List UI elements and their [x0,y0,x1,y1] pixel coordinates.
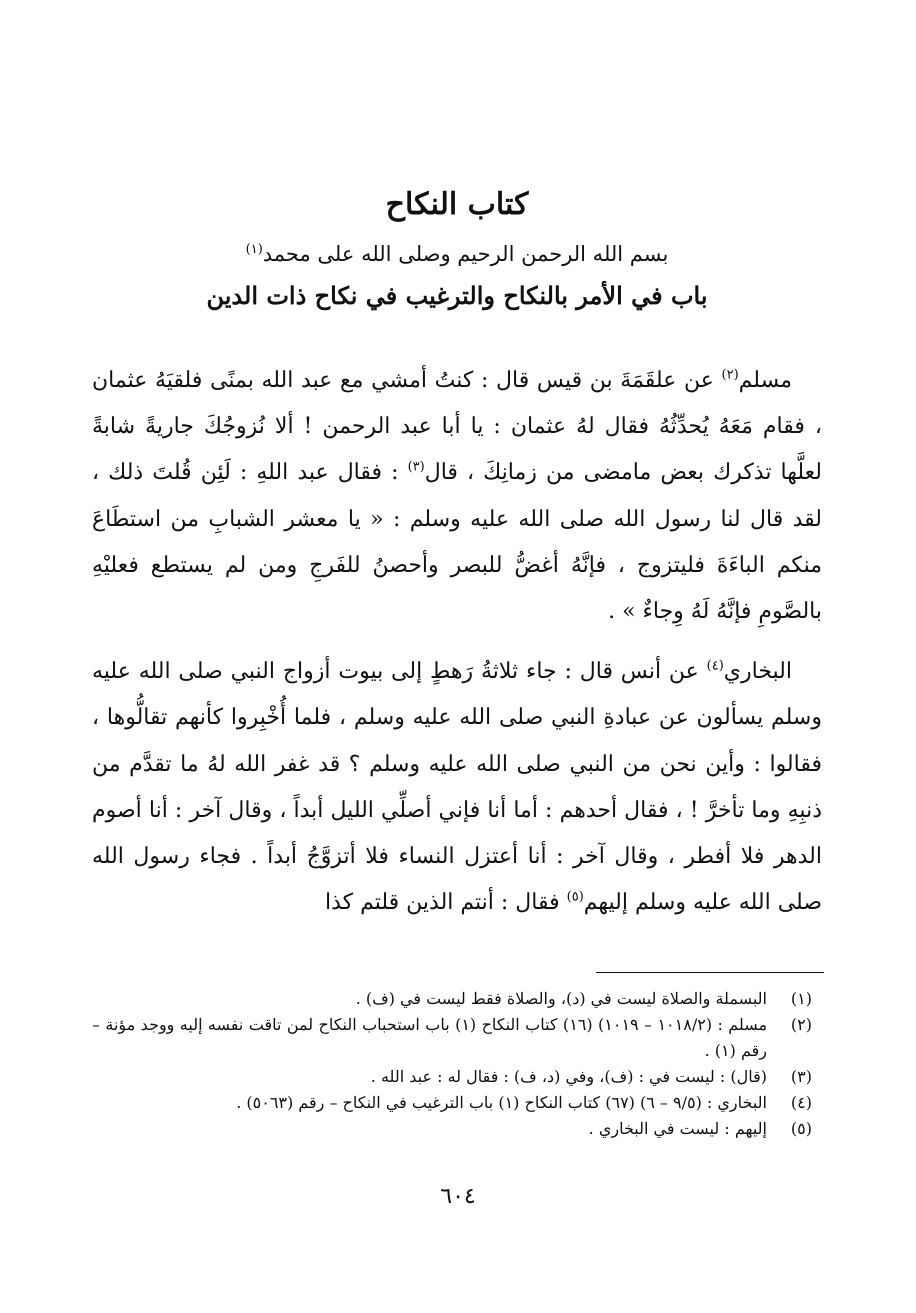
hadith-text: عن أنس قال : جاء ثلاثةُ رَهطٍ إلى بيوت أزواج النبي صلى الله عليه وسلم يسألون عن عبادةِ النبي صلى الله عليه وسلم ، فلما أُخْبِروا كأنهم تقالُّوها ، فقالوا : وأين نحن من النبي صلى الله عليه وسلم ؟ قد غفر الله لهُ ما تقدَّم من ذنبِهِ وما تأخرَّ ! ، فقال أحدهم : أما أنا فإني أصلِّي الليل أبداً ، وقال آخر : أنا أصوم الدهر فلا أفطر ، وقال آخر : أنا أعتزل النساء فلا أتزوَّجُ أبداً . فجاء رسول الله صلى الله عليه وسلم إليهم [92,659,822,916]
basmala [92,234,822,274]
footnote-item [92,1116,822,1142]
hadith-source: مسلم [738,368,792,393]
footnote-item [92,1012,822,1064]
footnote-number: (٤) [790,1093,812,1112]
basmala-note-ref: (١) [245,242,263,257]
footnote-text: البسملة والصلاة ليست في (د)، والصلاة فقط ليست في (ف) . [355,989,767,1008]
hadith-note-ref: (٢) [721,367,739,383]
footnote-text: مسلم : (١٠١٨/٢ – ١٠١٩) (١٦) كتاب النكاح (١) باب استحباب النكاح لمن تاقت نفسه إليه ووجد مؤنة – رقم (١) . [92,1015,768,1060]
hadith-text: عن علقَمَةَ بن قيس قال : كنتُ أمشي مع عبد الله بمنًى فلقيَهُ عثمان ، فقام مَعَهُ يُحدِّثُهُ فقال لهُ عثمان : يا أبا عبد الرحمن ! ألا نُزوجُكَ جاريةً شابةً لعلَّها تذكرك بعض مامضى من زمانِكَ ، قال [92,368,822,486]
hadith-text: فقال : أنتم الذين قلتم كذا [324,890,567,916]
page-content [92,150,822,940]
footnote-number: (٥) [790,1119,812,1138]
footnote-text: البخاري : (٩/٥ – ٦) (٦٧) كتاب النكاح (١) باب الترغيب في النكاح – رقم (٥٠٦٣) . [236,1093,767,1112]
footnotes [92,986,822,1142]
main-text [92,358,822,926]
hadith-paragraph-1 [92,358,822,635]
footnote-number: (٢) [790,1015,812,1034]
footnote-text: (قال) : ليست في : (ف)، وفي (د، ف) : فقال له : عبد الله . [370,1067,767,1086]
hadith-note-ref: (٤) [706,658,724,674]
basmala-text: بسم الله الرحمن الرحيم وصلى الله على محمد [262,242,669,266]
footnote-item [92,986,822,1012]
book-title: كتاب النكاح [385,187,529,222]
footnote-number: (٣) [790,1067,812,1086]
chapter-title: باب في الأمر بالنكاح والترغيب في نكاح ذات الدين [206,281,708,310]
hadith-source: البخاري [723,659,792,685]
hadith-text: : فقال عبد اللهِ : لَئِن قُلتَ ذلك ، لقد قال لنا رسول الله صلى الله عليه وسلم : « يا معشر الشبابِ من استطَاعَ منكم الباءَةَ فليتزوج ، فإنَّهُ أغضُّ للبصر وأحصنُ للفَرجِ ومن لم يستطع فعليْهِ بالصَّومِ فإنَّهُ لَهُ وِجاءٌ » . [92,460,822,625]
hadith-note-ref: (٣) [407,460,425,476]
footnote-number: (١) [790,989,812,1008]
hadith-note-ref: (٥) [566,889,584,905]
page-number: ٦٠٤ [440,1184,476,1209]
hadith-paragraph-2 [92,649,822,926]
footnote-text: إليهم : ليست في البخاري . [588,1119,767,1138]
footnote-item [92,1090,822,1116]
footnote-separator [596,972,824,973]
footnote-item [92,1064,822,1090]
